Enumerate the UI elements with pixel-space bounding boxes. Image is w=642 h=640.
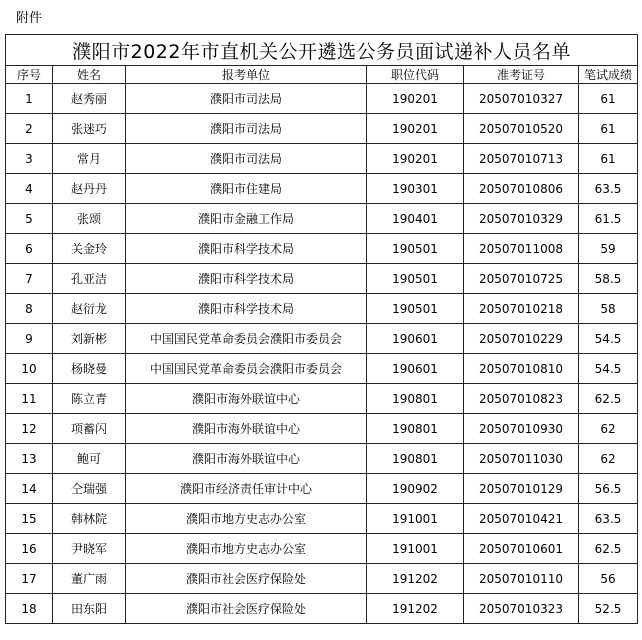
header-seq: 序号 [6,66,53,84]
cell-exam-number: 20507010218 [464,294,579,324]
cell-name: 孔亚洁 [53,264,126,294]
cell-written-score: 58 [579,294,638,324]
cell-unit: 濮阳市社会医疗保险处 [126,564,367,594]
cell-exam-number: 20507010601 [464,534,579,564]
cell-unit: 濮阳市地方史志办公室 [126,504,367,534]
cell-position-code: 191202 [367,594,464,624]
cell-seq: 7 [6,264,53,294]
table-row [6,264,638,294]
cell-position-code: 190501 [367,234,464,264]
cell-seq: 15 [6,504,53,534]
document-title: 濮阳市2022年市直机关公开遴选公务员面试递补人员名单 [6,35,638,66]
cell-exam-number: 20507010930 [464,414,579,444]
cell-exam-number: 20507010810 [464,354,579,384]
cell-seq: 6 [6,234,53,264]
cell-name: 常月 [53,144,126,174]
cell-unit: 中国国民党革命委员会濮阳市委员会 [126,324,367,354]
attachment-label: 附件 [16,11,43,26]
cell-exam-number: 20507010129 [464,474,579,504]
cell-name: 杨晓曼 [53,354,126,384]
cell-position-code: 190601 [367,354,464,384]
title-row [6,35,638,66]
cell-seq: 4 [6,174,53,204]
table-row [6,354,638,384]
cell-written-score: 62 [579,444,638,474]
table-row [6,114,638,144]
cell-unit: 濮阳市科学技术局 [126,264,367,294]
cell-unit: 濮阳市科学技术局 [126,294,367,324]
cell-seq: 18 [6,594,53,624]
cell-written-score: 59 [579,234,638,264]
cell-position-code: 191001 [367,534,464,564]
cell-name: 田东阳 [53,594,126,624]
cell-position-code: 190601 [367,324,464,354]
cell-written-score: 62 [579,414,638,444]
cell-unit: 濮阳市金融工作局 [126,204,367,234]
cell-position-code: 191202 [367,564,464,594]
table-row [6,474,638,504]
table-row [6,204,638,234]
cell-exam-number: 20507010823 [464,384,579,414]
cell-position-code: 190801 [367,414,464,444]
cell-seq: 8 [6,294,53,324]
cell-seq: 3 [6,144,53,174]
cell-position-code: 191001 [367,504,464,534]
table-row [6,294,638,324]
cell-seq: 11 [6,384,53,414]
cell-name: 赵丹丹 [53,174,126,204]
cell-name: 赵秀丽 [53,84,126,114]
cell-written-score: 63.5 [579,174,638,204]
cell-seq: 9 [6,324,53,354]
cell-position-code: 190401 [367,204,464,234]
cell-written-score: 63.5 [579,504,638,534]
cell-exam-number: 20507010713 [464,144,579,174]
cell-unit: 濮阳市住建局 [126,174,367,204]
cell-written-score: 61 [579,84,638,114]
cell-unit: 濮阳市司法局 [126,144,367,174]
cell-unit: 中国国民党革命委员会濮阳市委员会 [126,354,367,384]
cell-position-code: 190801 [367,444,464,474]
cell-written-score: 54.5 [579,354,638,384]
cell-seq: 13 [6,444,53,474]
cell-name: 赵衍龙 [53,294,126,324]
table-row [6,444,638,474]
cell-written-score: 54.5 [579,324,638,354]
header-exam-number: 准考证号 [464,66,579,84]
cell-written-score: 61 [579,144,638,174]
table-row [6,504,638,534]
cell-unit: 濮阳市经济责任审计中心 [126,474,367,504]
cell-name: 张迷巧 [53,114,126,144]
cell-seq: 12 [6,414,53,444]
cell-position-code: 190201 [367,114,464,144]
cell-seq: 1 [6,84,53,114]
cell-written-score: 61.5 [579,204,638,234]
cell-name: 张颂 [53,204,126,234]
cell-written-score: 58.5 [579,264,638,294]
cell-name: 尹晓军 [53,534,126,564]
table-row [6,234,638,264]
cell-exam-number: 20507010520 [464,114,579,144]
cell-name: 董广雨 [53,564,126,594]
table-row [6,84,638,114]
cell-unit: 濮阳市社会医疗保险处 [126,594,367,624]
cell-unit: 濮阳市地方史志办公室 [126,534,367,564]
header-name: 姓名 [53,66,126,84]
cell-written-score: 56.5 [579,474,638,504]
cell-written-score: 61 [579,114,638,144]
cell-name: 刘新彬 [53,324,126,354]
cell-exam-number: 20507010327 [464,84,579,114]
header-position-code: 职位代码 [367,66,464,84]
cell-name: 鲍可 [53,444,126,474]
cell-exam-number: 20507011008 [464,234,579,264]
cell-seq: 14 [6,474,53,504]
cell-exam-number: 20507010229 [464,324,579,354]
cell-position-code: 190201 [367,144,464,174]
cell-position-code: 190301 [367,174,464,204]
table-row [6,414,638,444]
cell-position-code: 190801 [367,384,464,414]
cell-seq: 17 [6,564,53,594]
cell-written-score: 56 [579,564,638,594]
cell-written-score: 62.5 [579,384,638,414]
table-row [6,384,638,414]
cell-exam-number: 20507011030 [464,444,579,474]
cell-unit: 濮阳市海外联谊中心 [126,414,367,444]
table-row [6,324,638,354]
cell-written-score: 62.5 [579,534,638,564]
cell-name: 韩林院 [53,504,126,534]
header-row [6,66,638,84]
cell-seq: 2 [6,114,53,144]
cell-exam-number: 20507010806 [464,174,579,204]
cell-unit: 濮阳市司法局 [126,114,367,144]
cell-written-score: 52.5 [579,594,638,624]
cell-name: 陈立青 [53,384,126,414]
cell-unit: 濮阳市海外联谊中心 [126,384,367,414]
cell-exam-number: 20507010323 [464,594,579,624]
cell-unit: 濮阳市海外联谊中心 [126,444,367,474]
table-row [6,564,638,594]
cell-seq: 5 [6,204,53,234]
header-unit: 报考单位 [126,66,367,84]
cell-position-code: 190902 [367,474,464,504]
cell-position-code: 190501 [367,294,464,324]
cell-position-code: 190501 [367,264,464,294]
cell-name: 仝瑞强 [53,474,126,504]
cell-exam-number: 20507010421 [464,504,579,534]
table-row [6,144,638,174]
cell-exam-number: 20507010329 [464,204,579,234]
candidate-table [5,34,638,624]
cell-unit: 濮阳市司法局 [126,84,367,114]
cell-name: 项蓄闪 [53,414,126,444]
table-row [6,594,638,624]
cell-exam-number: 20507010110 [464,564,579,594]
cell-seq: 10 [6,354,53,384]
table-row [6,534,638,564]
table-row [6,174,638,204]
cell-position-code: 190201 [367,84,464,114]
header-written-score: 笔试成绩 [579,66,638,84]
cell-unit: 濮阳市科学技术局 [126,234,367,264]
cell-name: 关金玲 [53,234,126,264]
cell-exam-number: 20507010725 [464,264,579,294]
cell-seq: 16 [6,534,53,564]
